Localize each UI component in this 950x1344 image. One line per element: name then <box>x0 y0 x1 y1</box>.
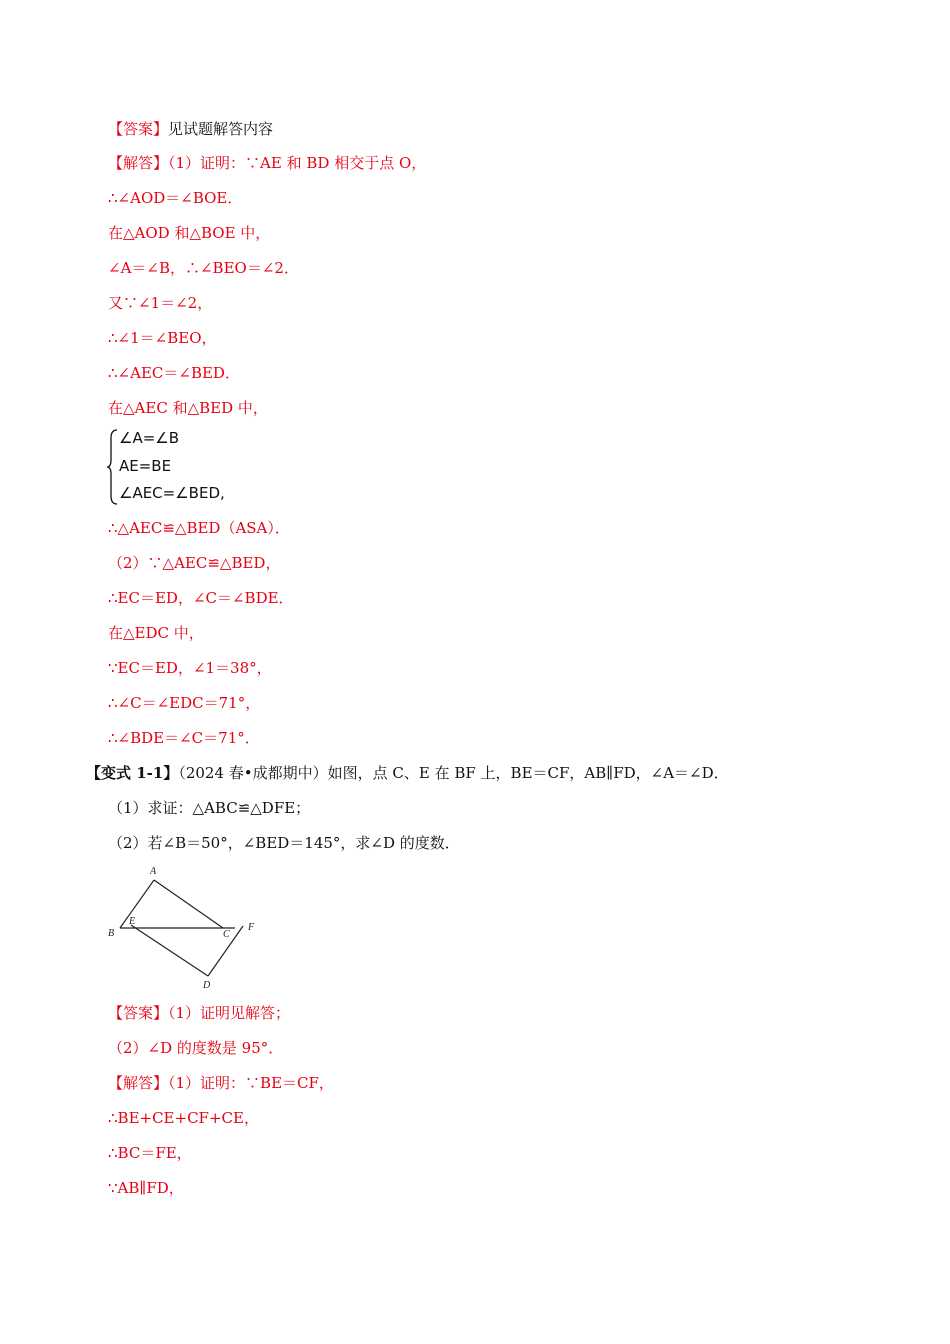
label-C: C <box>223 929 230 940</box>
variant-question-1: （1）求证：△ABC≌△DFE； <box>108 799 311 817</box>
label-A: A <box>150 866 157 877</box>
answer2-line-2: （2）∠D 的度数是 95°． <box>108 1039 284 1057</box>
solution-line-9: ∴△AEC≌△BED（ASA）． <box>108 519 290 537</box>
left-brace-icon <box>107 428 119 506</box>
answer-text: 见试题解答内容 <box>168 120 274 138</box>
solution-line-7: ∴∠AEC＝∠BED． <box>108 364 240 382</box>
solution-tag: 【解答】 <box>108 154 169 172</box>
solution-line-3: 在△AOD 和△BOE 中， <box>108 224 271 242</box>
condition-2: AE=BE <box>119 457 172 475</box>
solution2-text-1: （1）证明：∵BE＝CF， <box>168 1074 334 1092</box>
solution-line-14: ∴∠C＝∠EDC＝71°， <box>108 694 261 712</box>
label-E: E <box>129 916 136 927</box>
answer2-text-1: （1）证明见解答； <box>168 1004 291 1022</box>
variant-tag: 【变式 1-1】 <box>86 764 179 782</box>
solution-line-8: 在△AEC 和△BED 中， <box>108 399 268 417</box>
solution-line-1 <box>108 153 426 173</box>
solution-line-11: ∴EC＝ED，∠C＝∠BDE． <box>108 589 294 607</box>
variant-text: （2024 春•成都期中）如图，点 C、E 在 BF 上，BE＝CF，AB∥FD，∠A＝∠D． <box>178 764 729 782</box>
variant-question-2: （2）若∠B＝50°，∠BED＝145°，求∠D 的度数． <box>108 834 460 852</box>
solution-line-4: ∠A＝∠B，∴∠BEO＝∠2． <box>108 259 299 277</box>
solution2-line-1 <box>108 1073 334 1093</box>
label-B: B <box>108 928 115 939</box>
solution2-line-3: ∴BC＝FE， <box>108 1144 192 1162</box>
solution-line-10: （2）∵△AEC≌△BED， <box>108 554 281 572</box>
answer-tag: 【答案】 <box>108 120 169 138</box>
solution2-line-2: ∴BE+CE+CF+CE， <box>108 1109 259 1127</box>
solution-line-15: ∴∠BDE＝∠C＝71°． <box>108 729 260 747</box>
geometry-diagram <box>100 860 270 990</box>
condition-system <box>107 428 267 506</box>
solution-line-5: 又∵∠1＝∠2， <box>108 294 213 312</box>
solution-line-12: 在△EDC 中， <box>108 624 204 642</box>
solution-line-13: ∵EC＝ED，∠1＝38°， <box>108 659 272 677</box>
segment-AC <box>154 880 223 928</box>
segment-ED <box>131 925 208 976</box>
condition-3: ∠AEC=∠BED, <box>119 484 225 502</box>
segment-AB <box>120 880 154 928</box>
answer2-tag: 【答案】 <box>108 1004 169 1022</box>
condition-1: ∠A=∠B <box>119 429 180 447</box>
variant-statement <box>86 763 729 783</box>
solution-line-2: ∴∠AOD＝∠BOE． <box>108 189 243 207</box>
label-D: D <box>203 980 211 990</box>
answer-line <box>108 119 273 139</box>
solution2-tag: 【解答】 <box>108 1074 169 1092</box>
answer2-line-1 <box>108 1003 290 1023</box>
solution-text: （1）证明：∵AE 和 BD 相交于点 O， <box>168 154 427 172</box>
label-F: F <box>248 922 255 933</box>
solution-line-6: ∴∠1＝∠BEO， <box>108 329 217 347</box>
geometry-figure <box>100 860 270 990</box>
solution2-line-4: ∵AB∥FD， <box>108 1179 184 1197</box>
